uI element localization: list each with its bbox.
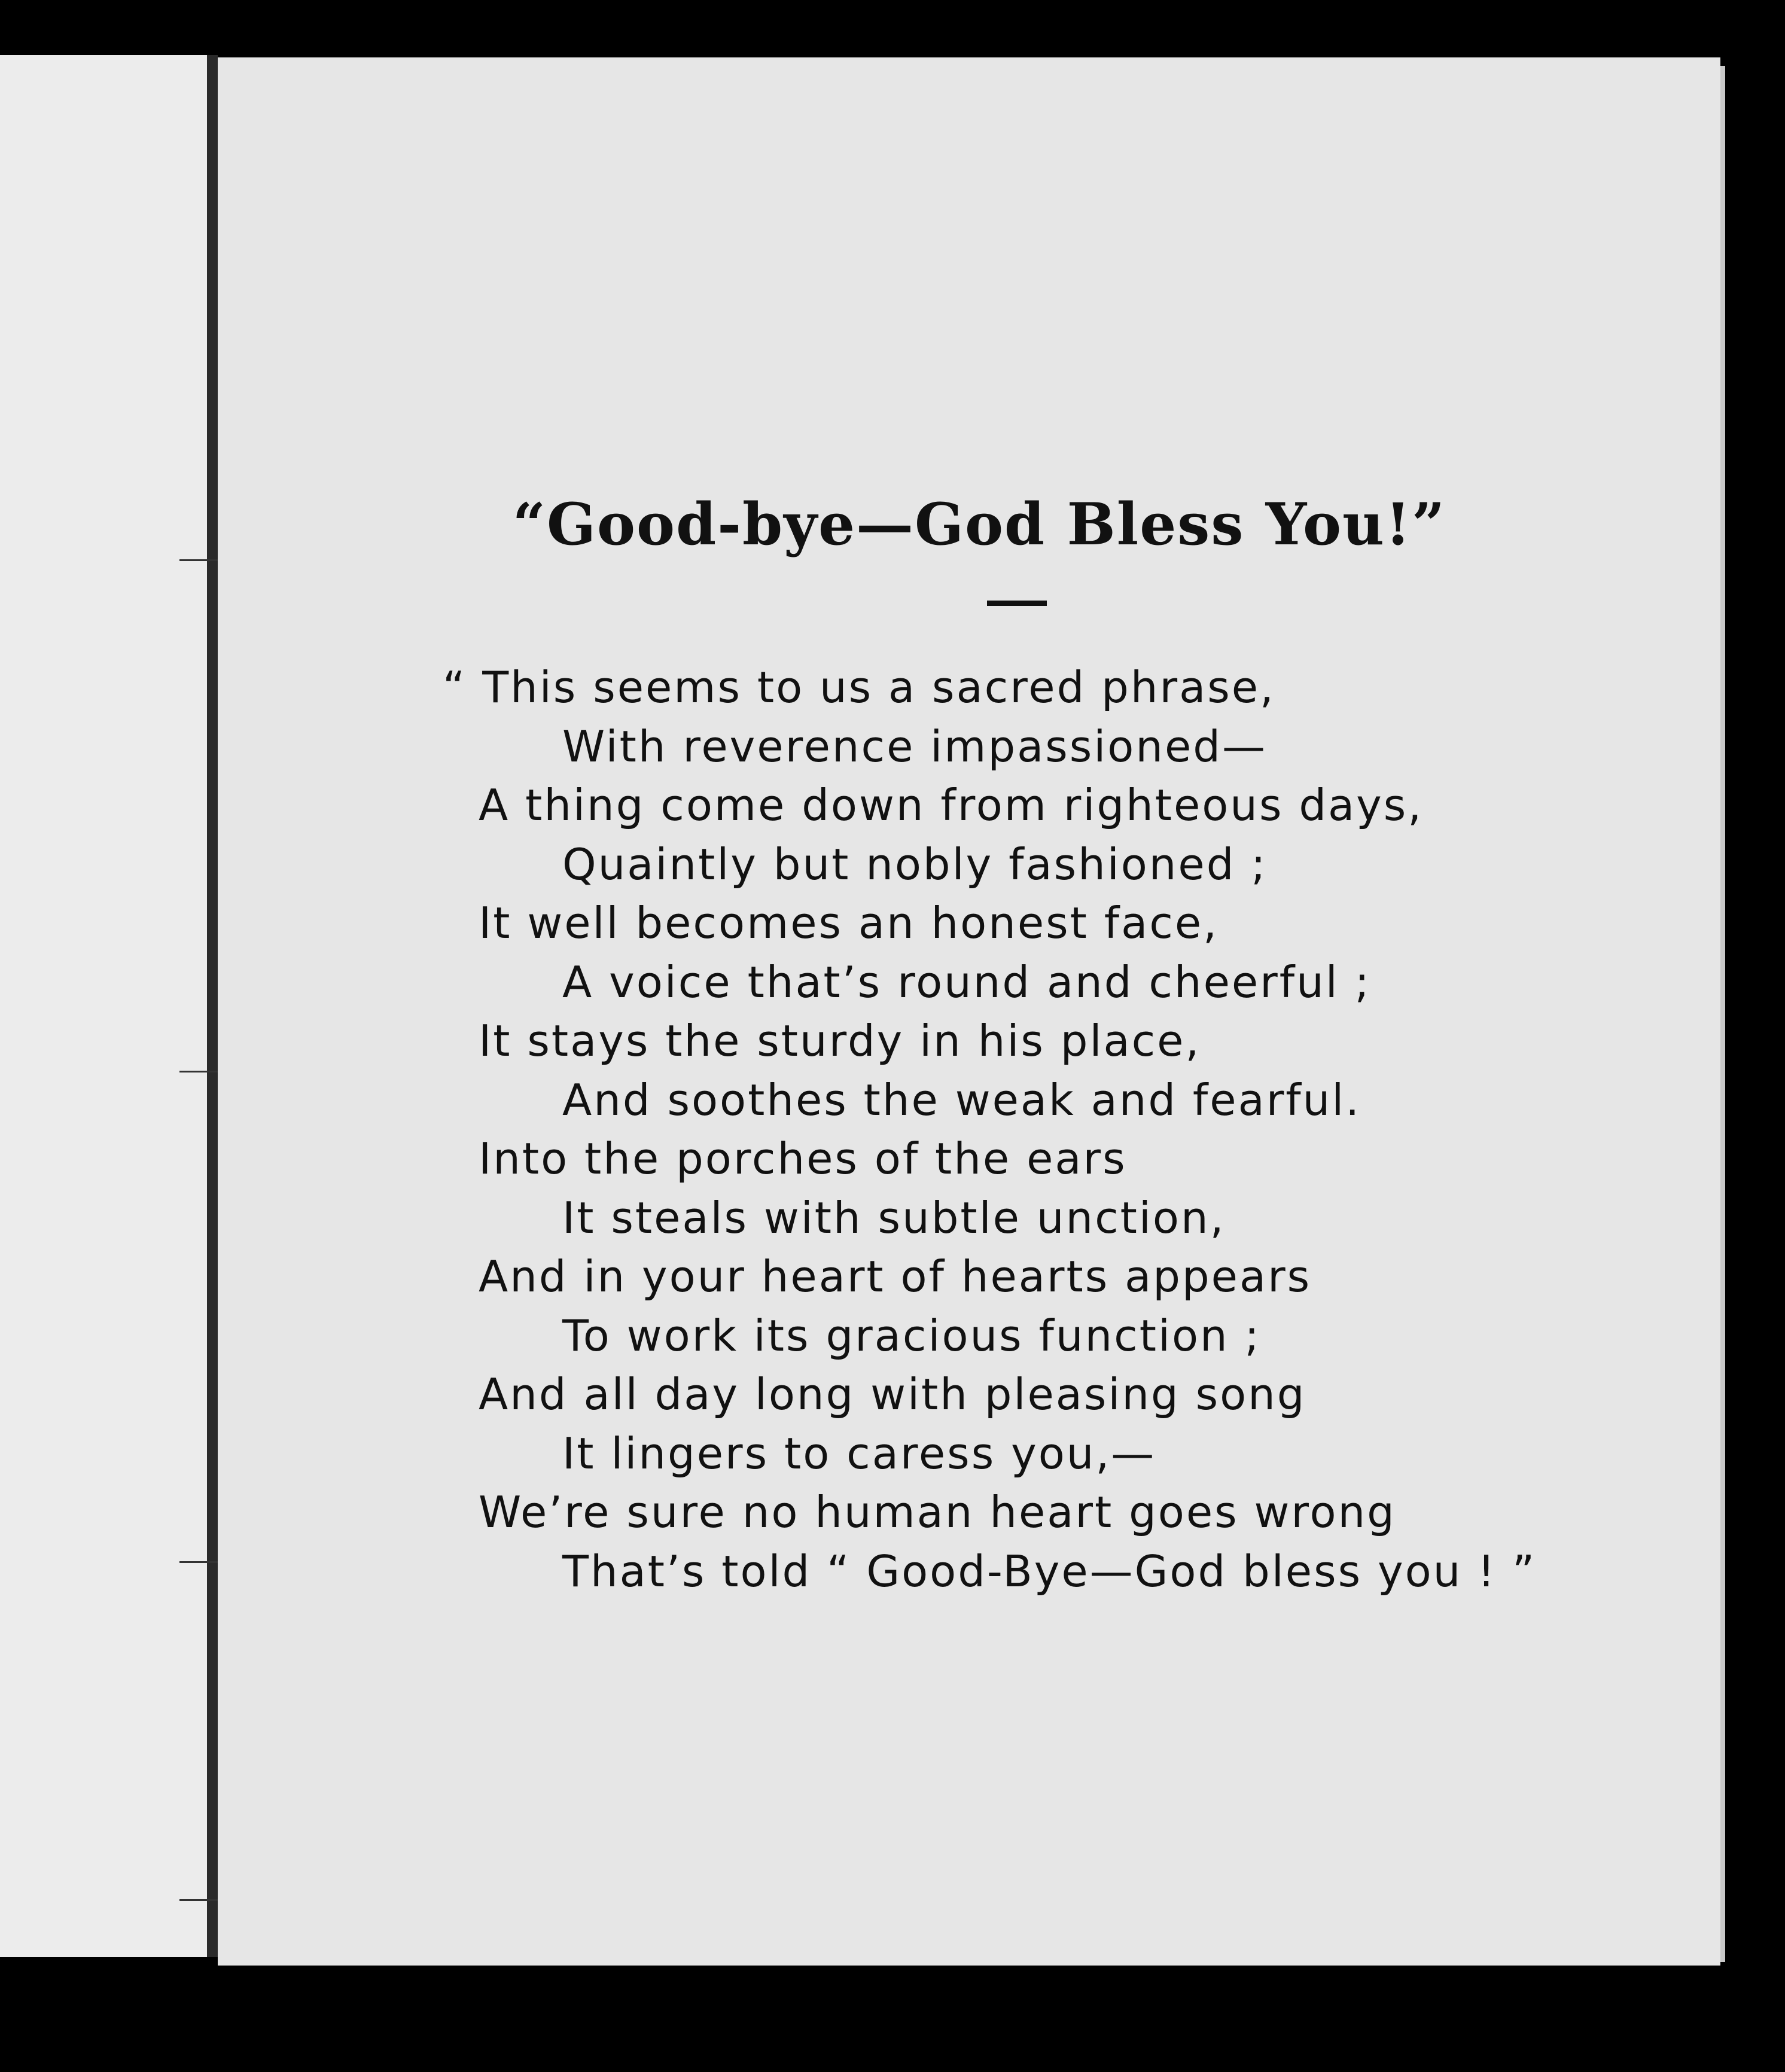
poem-title: “Good-bye—God Bless You!” bbox=[512, 490, 1446, 558]
title-divider bbox=[987, 601, 1047, 606]
poem-line: With reverence impassioned— bbox=[562, 721, 1267, 772]
poem-line: That’s told “ Good-Bye—God bless you ! ” bbox=[562, 1546, 1537, 1596]
poem-line: And all day long with pleasing song bbox=[479, 1369, 1306, 1419]
poem-line: It stays the sturdy in his place, bbox=[479, 1016, 1201, 1066]
left-page-edge bbox=[0, 55, 211, 1957]
poem-line: And in your heart of hearts appears bbox=[479, 1251, 1312, 1302]
poem-line: It steals with subtle unction, bbox=[562, 1192, 1226, 1243]
page-right-edge bbox=[1720, 66, 1725, 1962]
poem-line: Into the porches of the ears bbox=[479, 1133, 1127, 1184]
poem-line: And soothes the weak and fearful. bbox=[562, 1074, 1361, 1125]
poem-line: A thing come down from righteous days, bbox=[479, 780, 1424, 830]
poem-line: Quaintly but nobly fashioned ; bbox=[562, 839, 1268, 889]
poem-line: It well becomes an honest face, bbox=[479, 898, 1219, 948]
book-spine bbox=[207, 55, 218, 1957]
poem-line: “ This seems to us a sacred phrase, bbox=[443, 662, 1275, 712]
poem-body bbox=[443, 658, 1555, 1601]
poem-line: It lingers to caress you,— bbox=[562, 1428, 1156, 1479]
poem-line: To work its gracious function ; bbox=[562, 1310, 1261, 1361]
poem-line: A voice that’s round and cheerful ; bbox=[562, 956, 1371, 1007]
poem-line: We’re sure no human heart goes wrong bbox=[479, 1487, 1396, 1537]
